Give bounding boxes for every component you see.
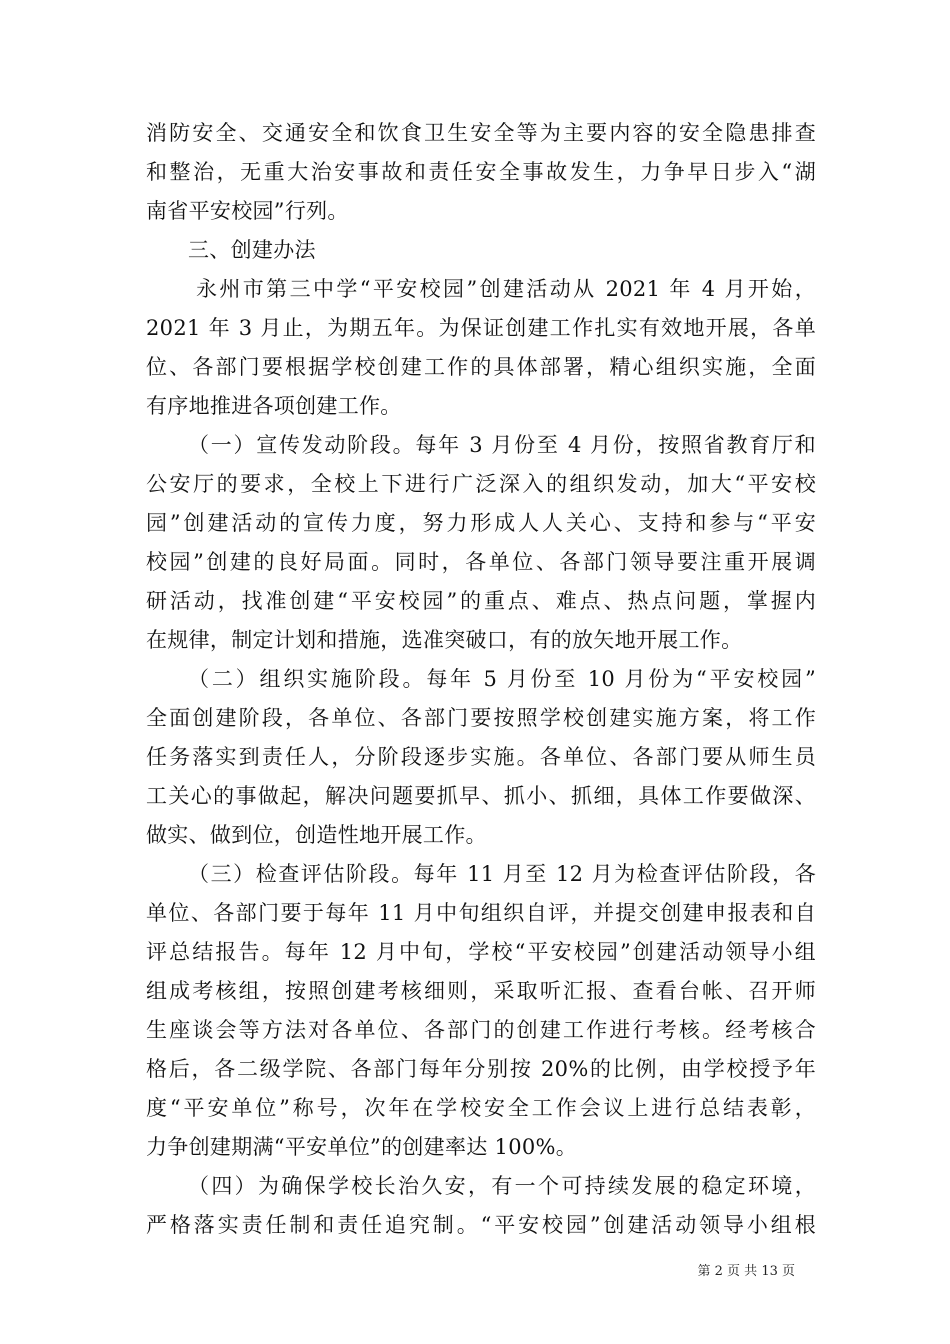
text-line: 严格落实责任制和责任追究制。“平安校园”创建活动领导小组根 — [146, 1213, 816, 1237]
text-line: 生座谈会等方法对各单位、各部门的创建工作进行考核。经考核合 — [146, 1018, 816, 1042]
text-line: 度“平安单位”称号，次年在学校安全工作会议上进行总结表彰， — [146, 1096, 816, 1120]
text-line: 永州市第三中学“平安校园”创建活动从 2021 年 4 月开始， — [196, 277, 816, 301]
text-line: 2021 年 3 月止，为期五年。为保证创建工作扎实有效地开展，各单 — [146, 316, 816, 340]
text-line: 格后，各二级学院、各部门每年分别按 20%的比例，由学校授予年 — [146, 1057, 816, 1081]
text-line: 研活动，找准创建“平安校园”的重点、难点、热点问题，掌握内 — [146, 589, 816, 613]
text-line: 评总结报告。每年 12 月中旬，学校“平安校园”创建活动领导小组 — [146, 940, 816, 964]
text-line: 和整治，无重大治安事故和责任安全事故发生，力争早日步入“湖 — [146, 160, 816, 184]
text-line: 工关心的事做起，解决问题要抓早、抓小、抓细，具体工作要做深、 — [146, 784, 816, 808]
text-line: 全面创建阶段，各单位、各部门要按照学校创建实施方案，将工作 — [146, 706, 816, 730]
section-heading: 三、创建办法 — [188, 238, 316, 262]
text-line: 任务落实到责任人，分阶段逐步实施。各单位、各部门要从师生员 — [146, 745, 816, 769]
text-line: 位、各部门要根据学校创建工作的具体部署，精心组织实施，全面 — [146, 355, 816, 379]
body-text — [146, 114, 816, 1245]
text-line: 力争创建期满“平安单位”的创建率达 100%。 — [146, 1135, 578, 1159]
text-line: 组成考核组，按照创建考核细则，采取听汇报、查看台帐、召开师 — [146, 979, 816, 1003]
text-line: （三）检查评估阶段。每年 11 月至 12 月为检查评估阶段，各 — [188, 862, 816, 886]
text-line: 公安厅的要求，全校上下进行广泛深入的组织发动，加大“平安校 — [146, 472, 816, 496]
page-number: 第 2 页 共 13 页 — [697, 1264, 795, 1279]
text-line: （一）宣传发动阶段。每年 3 月份至 4 月份，按照省教育厅和 — [188, 433, 816, 457]
text-line: （二）组织实施阶段。每年 5 月份至 10 月份为“平安校园” — [188, 667, 816, 691]
text-line: 校园”创建的良好局面。同时，各单位、各部门领导要注重开展调 — [146, 550, 816, 574]
text-line: 有序地推进各项创建工作。 — [146, 394, 402, 418]
text-line: 单位、各部门要于每年 11 月中旬组织自评，并提交创建申报表和自 — [146, 901, 816, 925]
text-line: 园”创建活动的宣传力度，努力形成人人关心、支持和参与“平安 — [146, 511, 816, 535]
text-line: 消防安全、交通安全和饮食卫生安全等为主要内容的安全隐患排查 — [146, 121, 816, 145]
text-line: 做实、做到位，创造性地开展工作。 — [146, 823, 487, 847]
text-line: 在规律，制定计划和措施，选准突破口，有的放矢地开展工作。 — [146, 628, 743, 652]
text-line: （四）为确保学校长治久安，有一个可持续发展的稳定环境， — [188, 1174, 816, 1198]
text-line: 南省平安校园”行列。 — [146, 199, 349, 223]
